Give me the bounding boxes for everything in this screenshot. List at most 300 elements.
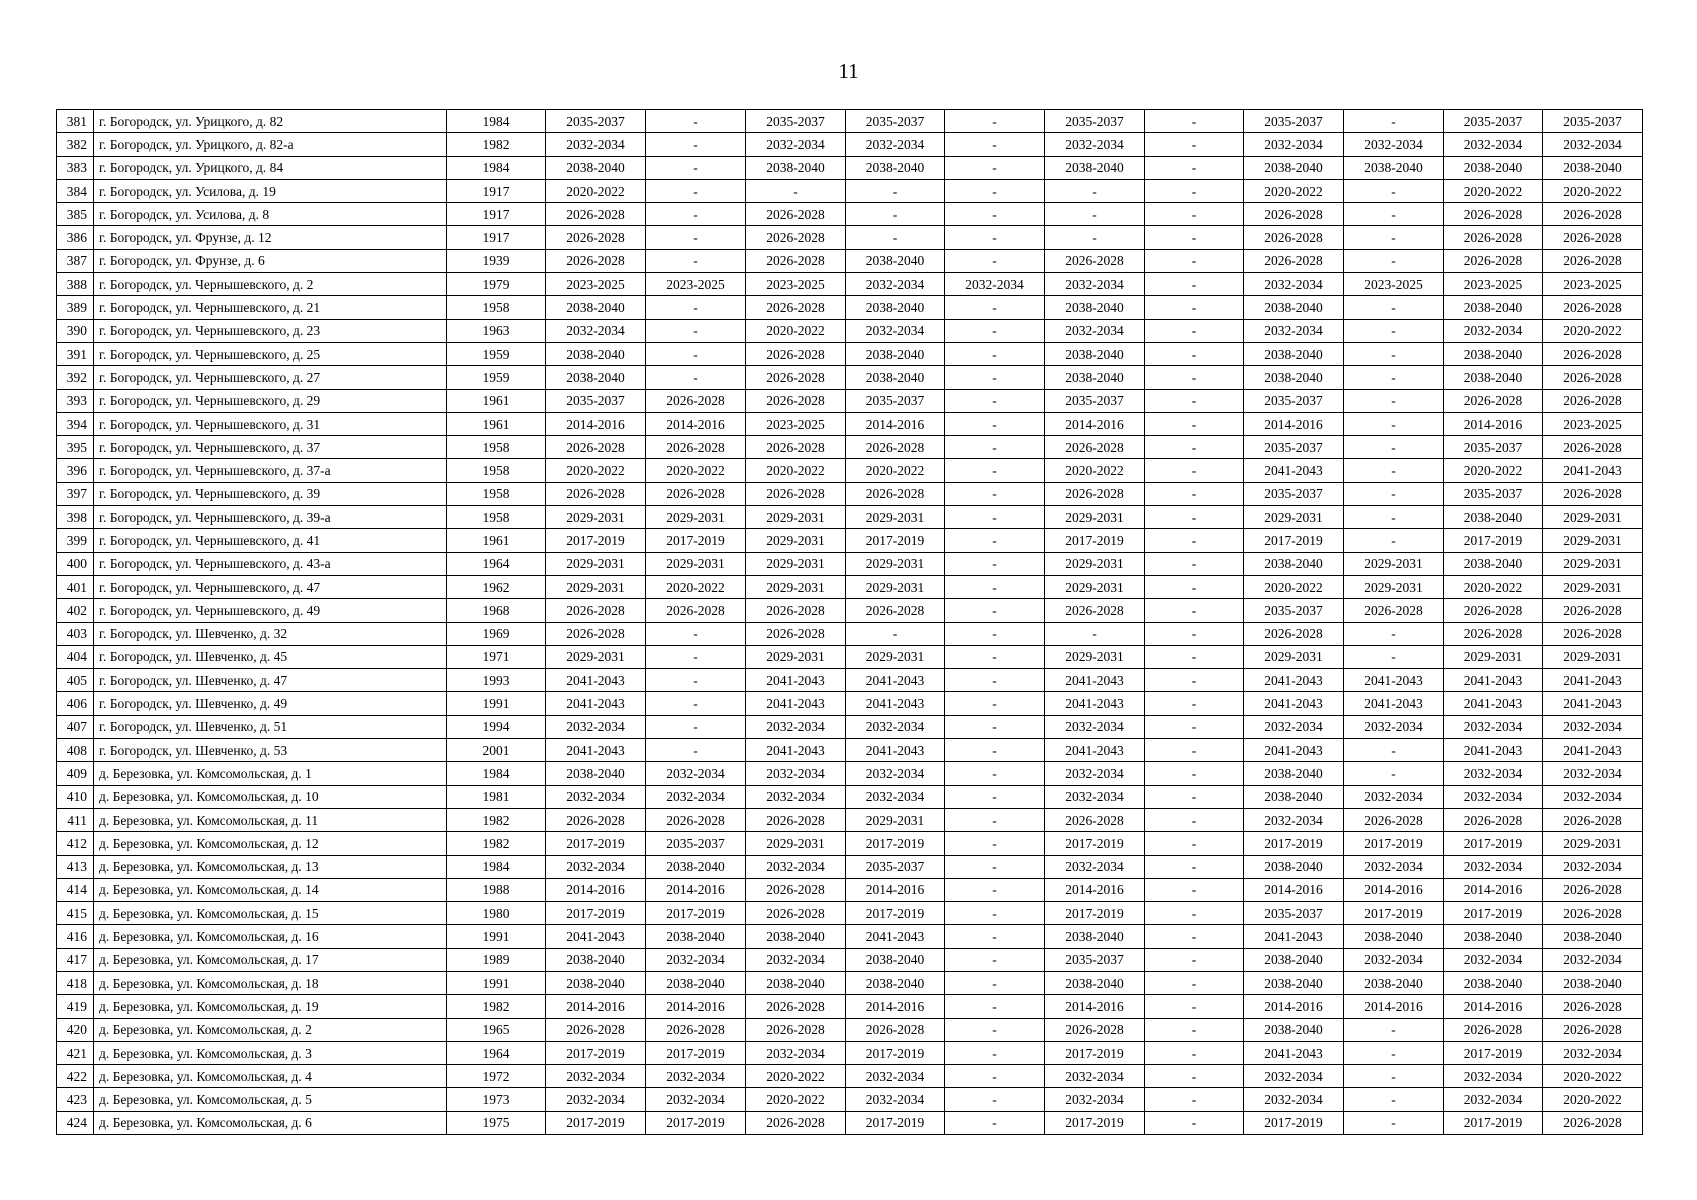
row-number-cell: 414 <box>57 878 94 901</box>
period-6-cell: 2029-2031 <box>1045 506 1145 529</box>
period-9-cell: - <box>1344 319 1444 342</box>
period-2-cell: 2014-2016 <box>646 412 746 435</box>
period-8-cell: 2038-2040 <box>1244 855 1344 878</box>
row-number-cell: 421 <box>57 1041 94 1064</box>
address-cell: г. Богородск, ул. Шевченко, д. 45 <box>94 645 447 668</box>
year-built-cell: 1961 <box>447 412 546 435</box>
period-5-cell: - <box>945 1088 1045 1111</box>
period-7-cell: - <box>1145 249 1244 272</box>
period-5-cell: - <box>945 878 1045 901</box>
row-number-cell: 418 <box>57 971 94 994</box>
period-9-cell: 2032-2034 <box>1344 785 1444 808</box>
period-6-cell: - <box>1045 226 1145 249</box>
year-built-cell: 1975 <box>447 1111 546 1134</box>
period-1-cell: 2038-2040 <box>546 971 646 994</box>
period-7-cell: - <box>1145 599 1244 622</box>
table-row <box>57 249 1643 272</box>
period-9-cell: 2032-2034 <box>1344 133 1444 156</box>
year-built-cell: 1971 <box>447 645 546 668</box>
period-10-cell: 2032-2034 <box>1444 855 1543 878</box>
period-11-cell: 2026-2028 <box>1543 203 1643 226</box>
period-4-cell: 2026-2028 <box>846 482 945 505</box>
address-cell: д. Березовка, ул. Комсомольская, д. 3 <box>94 1041 447 1064</box>
period-9-cell: 2038-2040 <box>1344 971 1444 994</box>
period-6-cell: 2032-2034 <box>1045 319 1145 342</box>
period-5-cell: - <box>945 855 1045 878</box>
period-7-cell: - <box>1145 1065 1244 1088</box>
year-built-cell: 1964 <box>447 552 546 575</box>
address-cell: г. Богородск, ул. Чернышевского, д. 39-а <box>94 506 447 529</box>
period-8-cell: 2041-2043 <box>1244 925 1344 948</box>
year-built-cell: 2001 <box>447 739 546 762</box>
period-6-cell: 2032-2034 <box>1045 1088 1145 1111</box>
period-2-cell: - <box>646 739 746 762</box>
table-row <box>57 529 1643 552</box>
period-4-cell: 2014-2016 <box>846 995 945 1018</box>
period-1-cell: 2017-2019 <box>546 1041 646 1064</box>
period-6-cell: 2017-2019 <box>1045 1041 1145 1064</box>
row-number-cell: 422 <box>57 1065 94 1088</box>
period-3-cell: 2041-2043 <box>746 739 846 762</box>
row-number-cell: 410 <box>57 785 94 808</box>
table-row <box>57 762 1643 785</box>
period-6-cell: 2038-2040 <box>1045 925 1145 948</box>
period-3-cell: 2023-2025 <box>746 273 846 296</box>
period-3-cell: 2032-2034 <box>746 1041 846 1064</box>
period-1-cell: 2038-2040 <box>546 156 646 179</box>
row-number-cell: 402 <box>57 599 94 622</box>
period-5-cell: - <box>945 739 1045 762</box>
period-4-cell: 2014-2016 <box>846 412 945 435</box>
period-3-cell: 2026-2028 <box>746 599 846 622</box>
period-10-cell: 2038-2040 <box>1444 925 1543 948</box>
period-10-cell: 2041-2043 <box>1444 739 1543 762</box>
period-7-cell: - <box>1145 575 1244 598</box>
period-10-cell: 2035-2037 <box>1444 482 1543 505</box>
address-cell: г. Богородск, ул. Усилова, д. 8 <box>94 203 447 226</box>
period-11-cell: 2026-2028 <box>1543 599 1643 622</box>
period-9-cell: - <box>1344 296 1444 319</box>
period-9-cell: - <box>1344 459 1444 482</box>
address-cell: г. Богородск, ул. Чернышевского, д. 29 <box>94 389 447 412</box>
period-8-cell: 2041-2043 <box>1244 669 1344 692</box>
period-7-cell: - <box>1145 482 1244 505</box>
period-7-cell: - <box>1145 366 1244 389</box>
row-number-cell: 404 <box>57 645 94 668</box>
period-4-cell: 2020-2022 <box>846 459 945 482</box>
period-5-cell: - <box>945 692 1045 715</box>
housing-schedule-table <box>56 109 1643 1135</box>
period-3-cell: 2041-2043 <box>746 692 846 715</box>
period-7-cell: - <box>1145 622 1244 645</box>
row-number-cell: 390 <box>57 319 94 342</box>
period-4-cell: 2035-2037 <box>846 110 945 133</box>
period-10-cell: 2038-2040 <box>1444 366 1543 389</box>
period-4-cell: - <box>846 179 945 202</box>
year-built-cell: 1991 <box>447 692 546 715</box>
period-8-cell: 2041-2043 <box>1244 739 1344 762</box>
period-3-cell: 2020-2022 <box>746 1088 846 1111</box>
period-9-cell: - <box>1344 1111 1444 1134</box>
period-9-cell: - <box>1344 389 1444 412</box>
period-6-cell: 2035-2037 <box>1045 110 1145 133</box>
period-9-cell: 2038-2040 <box>1344 156 1444 179</box>
period-5-cell: - <box>945 832 1045 855</box>
year-built-cell: 1993 <box>447 669 546 692</box>
period-5-cell: - <box>945 808 1045 831</box>
period-8-cell: 2035-2037 <box>1244 389 1344 412</box>
period-10-cell: 2017-2019 <box>1444 902 1543 925</box>
period-4-cell: 2032-2034 <box>846 715 945 738</box>
period-8-cell: 2026-2028 <box>1244 203 1344 226</box>
period-2-cell: - <box>646 715 746 738</box>
period-11-cell: 2026-2028 <box>1543 902 1643 925</box>
period-4-cell: 2017-2019 <box>846 1111 945 1134</box>
period-5-cell: - <box>945 599 1045 622</box>
table-row <box>57 436 1643 459</box>
period-1-cell: 2029-2031 <box>546 575 646 598</box>
period-4-cell: 2038-2040 <box>846 948 945 971</box>
period-2-cell: 2032-2034 <box>646 1065 746 1088</box>
year-built-cell: 1958 <box>447 296 546 319</box>
period-5-cell: - <box>945 296 1045 319</box>
period-3-cell: 2026-2028 <box>746 342 846 365</box>
period-6-cell: 2038-2040 <box>1045 156 1145 179</box>
table-row <box>57 226 1643 249</box>
period-1-cell: 2026-2028 <box>546 203 646 226</box>
period-5-cell: - <box>945 319 1045 342</box>
period-11-cell: 2020-2022 <box>1543 1088 1643 1111</box>
period-11-cell: 2026-2028 <box>1543 226 1643 249</box>
year-built-cell: 1994 <box>447 715 546 738</box>
period-11-cell: 2026-2028 <box>1543 342 1643 365</box>
row-number-cell: 382 <box>57 133 94 156</box>
period-6-cell: 2038-2040 <box>1045 971 1145 994</box>
period-6-cell: 2032-2034 <box>1045 762 1145 785</box>
address-cell: г. Богородск, ул. Чернышевского, д. 23 <box>94 319 447 342</box>
period-6-cell: 2029-2031 <box>1045 575 1145 598</box>
period-11-cell: 2029-2031 <box>1543 575 1643 598</box>
period-7-cell: - <box>1145 1088 1244 1111</box>
period-3-cell: 2026-2028 <box>746 1018 846 1041</box>
period-2-cell: 2038-2040 <box>646 925 746 948</box>
period-11-cell: 2029-2031 <box>1543 552 1643 575</box>
period-8-cell: 2041-2043 <box>1244 1041 1344 1064</box>
period-6-cell: 2041-2043 <box>1045 669 1145 692</box>
period-7-cell: - <box>1145 995 1244 1018</box>
period-9-cell: 2032-2034 <box>1344 855 1444 878</box>
period-9-cell: - <box>1344 739 1444 762</box>
period-8-cell: 2014-2016 <box>1244 878 1344 901</box>
period-9-cell: 2023-2025 <box>1344 273 1444 296</box>
address-cell: г. Богородск, ул. Урицкого, д. 82-а <box>94 133 447 156</box>
row-number-cell: 398 <box>57 506 94 529</box>
table-row <box>57 482 1643 505</box>
period-7-cell: - <box>1145 296 1244 319</box>
period-4-cell: 2035-2037 <box>846 855 945 878</box>
period-6-cell: 2026-2028 <box>1045 436 1145 459</box>
period-4-cell: 2029-2031 <box>846 808 945 831</box>
period-7-cell: - <box>1145 506 1244 529</box>
period-6-cell: 2032-2034 <box>1045 1065 1145 1088</box>
period-3-cell: 2032-2034 <box>746 715 846 738</box>
year-built-cell: 1958 <box>447 482 546 505</box>
row-number-cell: 413 <box>57 855 94 878</box>
period-5-cell: - <box>945 971 1045 994</box>
period-6-cell: 2026-2028 <box>1045 482 1145 505</box>
period-5-cell: - <box>945 622 1045 645</box>
period-5-cell: - <box>945 715 1045 738</box>
row-number-cell: 415 <box>57 902 94 925</box>
period-5-cell: - <box>945 925 1045 948</box>
period-7-cell: - <box>1145 1018 1244 1041</box>
period-6-cell: 2038-2040 <box>1045 366 1145 389</box>
period-8-cell: 2041-2043 <box>1244 692 1344 715</box>
period-8-cell: 2032-2034 <box>1244 319 1344 342</box>
period-11-cell: 2023-2025 <box>1543 273 1643 296</box>
period-11-cell: 2032-2034 <box>1543 785 1643 808</box>
address-cell: г. Богородск, ул. Чернышевского, д. 43-а <box>94 552 447 575</box>
address-cell: г. Богородск, ул. Чернышевского, д. 37 <box>94 436 447 459</box>
year-built-cell: 1991 <box>447 971 546 994</box>
period-1-cell: 2029-2031 <box>546 552 646 575</box>
period-3-cell: 2026-2028 <box>746 995 846 1018</box>
period-4-cell: - <box>846 622 945 645</box>
period-9-cell: - <box>1344 1088 1444 1111</box>
table-row <box>57 1041 1643 1064</box>
row-number-cell: 419 <box>57 995 94 1018</box>
period-3-cell: 2020-2022 <box>746 319 846 342</box>
period-1-cell: 2032-2034 <box>546 133 646 156</box>
period-9-cell: 2014-2016 <box>1344 878 1444 901</box>
period-10-cell: 2038-2040 <box>1444 156 1543 179</box>
address-cell: г. Богородск, ул. Чернышевского, д. 25 <box>94 342 447 365</box>
period-10-cell: 2041-2043 <box>1444 669 1543 692</box>
address-cell: д. Березовка, ул. Комсомольская, д. 14 <box>94 878 447 901</box>
period-8-cell: 2038-2040 <box>1244 948 1344 971</box>
period-2-cell: 2032-2034 <box>646 1088 746 1111</box>
period-8-cell: 2020-2022 <box>1244 575 1344 598</box>
period-1-cell: 2014-2016 <box>546 878 646 901</box>
period-4-cell: - <box>846 226 945 249</box>
period-10-cell: 2014-2016 <box>1444 995 1543 1018</box>
period-6-cell: 2026-2028 <box>1045 249 1145 272</box>
period-1-cell: 2017-2019 <box>546 832 646 855</box>
period-1-cell: 2026-2028 <box>546 808 646 831</box>
table-row <box>57 389 1643 412</box>
period-7-cell: - <box>1145 669 1244 692</box>
period-3-cell: 2026-2028 <box>746 878 846 901</box>
period-7-cell: - <box>1145 110 1244 133</box>
period-6-cell: 2035-2037 <box>1045 389 1145 412</box>
period-1-cell: 2041-2043 <box>546 739 646 762</box>
period-10-cell: 2017-2019 <box>1444 529 1543 552</box>
address-cell: г. Богородск, ул. Чернышевского, д. 31 <box>94 412 447 435</box>
period-2-cell: - <box>646 156 746 179</box>
period-1-cell: 2041-2043 <box>546 692 646 715</box>
period-6-cell: 2020-2022 <box>1045 459 1145 482</box>
period-11-cell: 2026-2028 <box>1543 296 1643 319</box>
address-cell: д. Березовка, ул. Комсомольская, д. 4 <box>94 1065 447 1088</box>
year-built-cell: 1961 <box>447 389 546 412</box>
row-number-cell: 391 <box>57 342 94 365</box>
period-5-cell: - <box>945 110 1045 133</box>
period-9-cell: - <box>1344 762 1444 785</box>
period-11-cell: 2026-2028 <box>1543 482 1643 505</box>
address-cell: д. Березовка, ул. Комсомольская, д. 16 <box>94 925 447 948</box>
row-number-cell: 400 <box>57 552 94 575</box>
address-cell: г. Богородск, ул. Шевченко, д. 47 <box>94 669 447 692</box>
period-11-cell: 2038-2040 <box>1543 971 1643 994</box>
period-5-cell: - <box>945 366 1045 389</box>
period-3-cell: 2032-2034 <box>746 133 846 156</box>
period-10-cell: 2038-2040 <box>1444 971 1543 994</box>
row-number-cell: 388 <box>57 273 94 296</box>
period-3-cell: 2026-2028 <box>746 296 846 319</box>
year-built-cell: 1972 <box>447 1065 546 1088</box>
period-10-cell: 2026-2028 <box>1444 226 1543 249</box>
period-6-cell: 2017-2019 <box>1045 529 1145 552</box>
table-row <box>57 319 1643 342</box>
year-built-cell: 1984 <box>447 156 546 179</box>
period-11-cell: 2026-2028 <box>1543 622 1643 645</box>
period-11-cell: 2026-2028 <box>1543 366 1643 389</box>
period-4-cell: 2032-2034 <box>846 762 945 785</box>
period-3-cell: 2026-2028 <box>746 249 846 272</box>
period-9-cell: 2029-2031 <box>1344 575 1444 598</box>
period-11-cell: 2020-2022 <box>1543 1065 1643 1088</box>
year-built-cell: 1988 <box>447 878 546 901</box>
table-row <box>57 366 1643 389</box>
period-7-cell: - <box>1145 459 1244 482</box>
period-5-cell: - <box>945 249 1045 272</box>
period-3-cell: 2026-2028 <box>746 366 846 389</box>
period-1-cell: 2038-2040 <box>546 296 646 319</box>
period-3-cell: 2032-2034 <box>746 948 846 971</box>
period-4-cell: 2041-2043 <box>846 925 945 948</box>
period-3-cell: 2032-2034 <box>746 785 846 808</box>
address-cell: д. Березовка, ул. Комсомольская, д. 12 <box>94 832 447 855</box>
period-11-cell: 2041-2043 <box>1543 692 1643 715</box>
period-3-cell: 2035-2037 <box>746 110 846 133</box>
period-5-cell: - <box>945 482 1045 505</box>
row-number-cell: 384 <box>57 179 94 202</box>
table-row <box>57 1088 1643 1111</box>
period-10-cell: 2026-2028 <box>1444 203 1543 226</box>
period-1-cell: 2038-2040 <box>546 762 646 785</box>
period-2-cell: 2017-2019 <box>646 529 746 552</box>
table-row <box>57 1018 1643 1041</box>
period-7-cell: - <box>1145 226 1244 249</box>
period-4-cell: 2038-2040 <box>846 296 945 319</box>
period-6-cell: 2026-2028 <box>1045 1018 1145 1041</box>
period-2-cell: 2014-2016 <box>646 995 746 1018</box>
period-8-cell: 2017-2019 <box>1244 529 1344 552</box>
period-10-cell: 2026-2028 <box>1444 599 1543 622</box>
period-8-cell: 2038-2040 <box>1244 762 1344 785</box>
period-1-cell: 2026-2028 <box>546 482 646 505</box>
period-6-cell: 2014-2016 <box>1045 995 1145 1018</box>
address-cell: д. Березовка, ул. Комсомольская, д. 15 <box>94 902 447 925</box>
address-cell: г. Богородск, ул. Усилова, д. 19 <box>94 179 447 202</box>
period-7-cell: - <box>1145 645 1244 668</box>
period-7-cell: - <box>1145 412 1244 435</box>
period-10-cell: 2032-2034 <box>1444 133 1543 156</box>
period-9-cell: - <box>1344 622 1444 645</box>
year-built-cell: 1982 <box>447 808 546 831</box>
table-row <box>57 645 1643 668</box>
period-4-cell: 2029-2031 <box>846 645 945 668</box>
period-9-cell: - <box>1344 412 1444 435</box>
period-10-cell: 2026-2028 <box>1444 622 1543 645</box>
row-number-cell: 424 <box>57 1111 94 1134</box>
period-5-cell: - <box>945 1065 1045 1088</box>
period-3-cell: 2020-2022 <box>746 459 846 482</box>
period-4-cell: 2041-2043 <box>846 739 945 762</box>
address-cell: г. Богородск, ул. Шевченко, д. 32 <box>94 622 447 645</box>
period-1-cell: 2038-2040 <box>546 948 646 971</box>
period-3-cell: 2023-2025 <box>746 412 846 435</box>
period-4-cell: 2029-2031 <box>846 506 945 529</box>
row-number-cell: 406 <box>57 692 94 715</box>
period-2-cell: 2035-2037 <box>646 832 746 855</box>
period-10-cell: 2029-2031 <box>1444 645 1543 668</box>
period-2-cell: 2029-2031 <box>646 552 746 575</box>
period-1-cell: 2020-2022 <box>546 179 646 202</box>
period-7-cell: - <box>1145 971 1244 994</box>
period-9-cell: 2032-2034 <box>1344 715 1444 738</box>
period-10-cell: 2020-2022 <box>1444 459 1543 482</box>
period-5-cell: - <box>945 645 1045 668</box>
period-11-cell: 2026-2028 <box>1543 808 1643 831</box>
row-number-cell: 385 <box>57 203 94 226</box>
table-row <box>57 669 1643 692</box>
period-4-cell: 2017-2019 <box>846 832 945 855</box>
period-5-cell: - <box>945 506 1045 529</box>
row-number-cell: 405 <box>57 669 94 692</box>
table-row <box>57 739 1643 762</box>
period-10-cell: 2032-2034 <box>1444 715 1543 738</box>
year-built-cell: 1991 <box>447 925 546 948</box>
period-10-cell: 2017-2019 <box>1444 1111 1543 1134</box>
period-11-cell: 2041-2043 <box>1543 739 1643 762</box>
period-5-cell: - <box>945 203 1045 226</box>
period-6-cell: 2017-2019 <box>1045 902 1145 925</box>
period-7-cell: - <box>1145 529 1244 552</box>
period-10-cell: 2026-2028 <box>1444 808 1543 831</box>
period-6-cell: 2038-2040 <box>1045 296 1145 319</box>
address-cell: д. Березовка, ул. Комсомольская, д. 10 <box>94 785 447 808</box>
period-11-cell: 2038-2040 <box>1543 156 1643 179</box>
period-2-cell: - <box>646 133 746 156</box>
period-9-cell: - <box>1344 1065 1444 1088</box>
period-8-cell: 2026-2028 <box>1244 249 1344 272</box>
year-built-cell: 1979 <box>447 273 546 296</box>
period-2-cell: 2026-2028 <box>646 482 746 505</box>
period-7-cell: - <box>1145 1041 1244 1064</box>
period-9-cell: 2026-2028 <box>1344 808 1444 831</box>
period-1-cell: 2029-2031 <box>546 506 646 529</box>
period-7-cell: - <box>1145 273 1244 296</box>
address-cell: г. Богородск, ул. Чернышевского, д. 41 <box>94 529 447 552</box>
address-cell: д. Березовка, ул. Комсомольская, д. 11 <box>94 808 447 831</box>
period-6-cell: 2026-2028 <box>1045 808 1145 831</box>
period-2-cell: - <box>646 692 746 715</box>
period-2-cell: - <box>646 296 746 319</box>
period-2-cell: - <box>646 342 746 365</box>
table-row <box>57 971 1643 994</box>
period-10-cell: 2032-2034 <box>1444 1065 1543 1088</box>
